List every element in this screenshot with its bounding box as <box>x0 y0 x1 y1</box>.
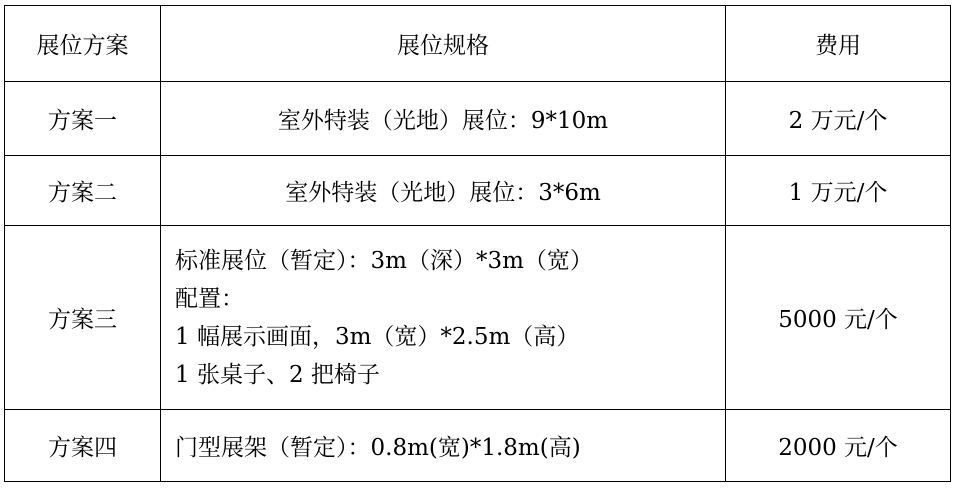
booth-plan-table <box>4 5 951 482</box>
plan-cell: 方案一 <box>5 82 161 156</box>
spec-line: 1 幅展示画面，3m（宽）*2.5m（高） <box>175 323 580 350</box>
header-spec: 展位规格 <box>161 6 726 82</box>
spec-cell: 室外特装（光地）展位：3*6m <box>161 156 726 226</box>
cost-cell: 2000 元/个 <box>726 410 951 482</box>
spec-line: 1 张桌子、2 把椅子 <box>175 361 380 388</box>
plan-cell: 方案三 <box>5 226 161 410</box>
cost-cell: 1 万元/个 <box>726 156 951 226</box>
plan-cell: 方案四 <box>5 410 161 482</box>
plan-cell: 方案二 <box>5 156 161 226</box>
spec-line: 标准展位（暂定）：3m（深）*3m（宽） <box>175 247 593 274</box>
table-header-row <box>5 6 951 82</box>
spec-cell-multiline <box>161 226 726 410</box>
cost-cell: 5000 元/个 <box>726 226 951 410</box>
header-plan: 展位方案 <box>5 6 161 82</box>
table-row <box>5 226 951 410</box>
table-row <box>5 410 951 482</box>
table-row <box>5 82 951 156</box>
cost-cell: 2 万元/个 <box>726 82 951 156</box>
spec-cell: 室外特装（光地）展位：9*10m <box>161 82 726 156</box>
spec-cell: 门型展架（暂定）：0.8m(宽)*1.8m(高) <box>161 410 726 482</box>
header-cost: 费用 <box>726 6 951 82</box>
spec-line: 配置： <box>175 285 244 312</box>
table-row <box>5 156 951 226</box>
